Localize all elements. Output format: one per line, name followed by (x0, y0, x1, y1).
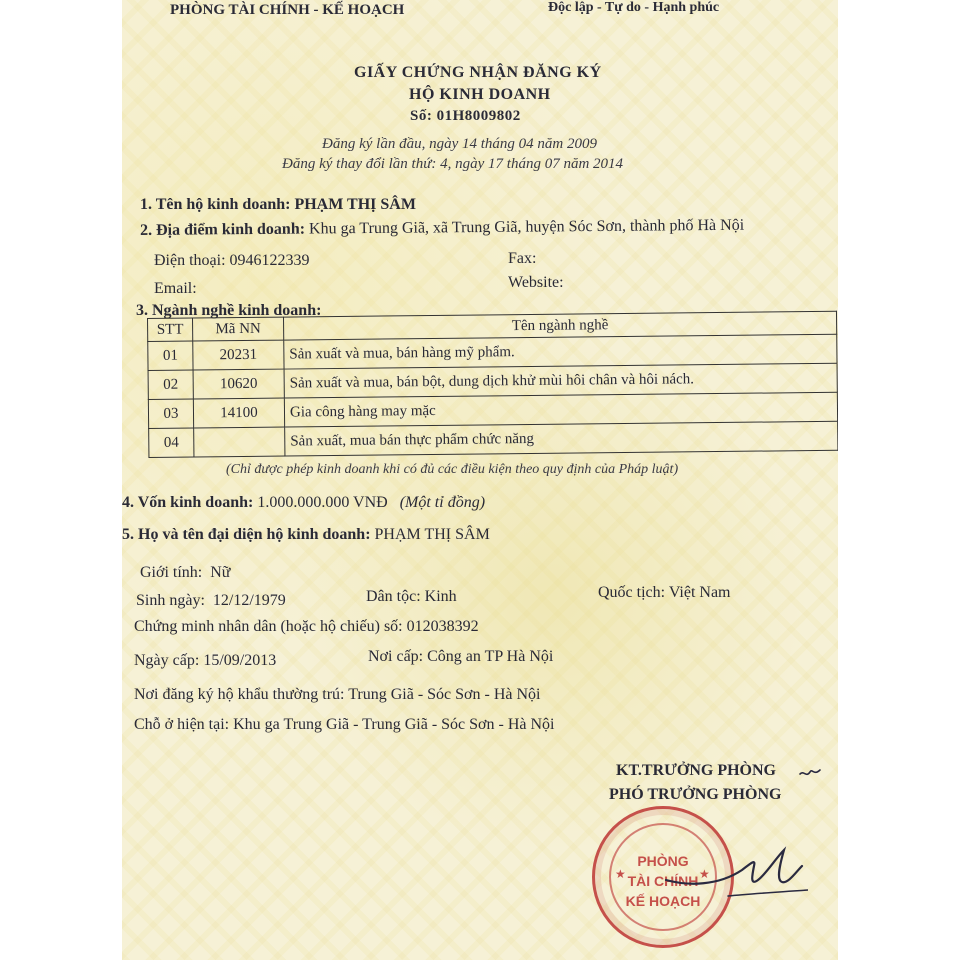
business-location-value: Khu ga Trung Giã, xã Trung Giã, huyện Sóc Sơn, thành phố Hà Nội (308, 216, 745, 238)
stamp-text-line1: PHÒNG (637, 853, 689, 869)
stamp-text-line3: KẾ HOẠCH (625, 893, 701, 909)
motto-header: Độc lập - Tự do - Hạnh phúc (548, 0, 720, 15)
doc-title-line2: HỘ KINH DOANH (409, 86, 551, 103)
right-margin (838, 0, 960, 960)
changed-registration: Đăng ký thay đổi lần thứ: 4, ngày 17 tháng 07 năm 2014 (282, 156, 624, 172)
id-value: 012038392 (406, 618, 479, 635)
business-name-value: PHẠM THỊ SÂM (294, 196, 416, 213)
representative-value: PHẠM THỊ SÂM (374, 526, 490, 543)
current-address-label: Chỗ ở hiện tại: (134, 716, 230, 733)
row-name: Sản xuất, mua bán thực phẩm chức năng (285, 421, 838, 456)
representative-label: 5. Họ và tên đại diện hộ kinh doanh: (122, 526, 371, 543)
email-label: Email: (154, 280, 197, 297)
id-label: Chứng minh nhân dân (hoặc hộ chiếu) số: (134, 618, 403, 635)
stamp-star-icon: ★ (615, 867, 626, 881)
gender-label: Giới tính: (140, 564, 203, 581)
table-row (149, 421, 838, 457)
stamp-text-line2: TÀI CHÍNH (627, 873, 699, 889)
capital-label: 4. Vốn kinh doanh: (122, 494, 254, 511)
doc-title-line1: GIẤY CHỨNG NHẬN ĐĂNG KÝ (354, 64, 602, 81)
phone-value: 0946122339 (229, 252, 310, 269)
column-header-stt: STT (148, 318, 193, 341)
nationality-label: Quốc tịch: (598, 584, 666, 601)
current-address-value: Khu ga Trung Giã - Trung Giã - Sóc Sơn - Hà Nội (233, 716, 555, 733)
row-stt: 01 (148, 341, 193, 370)
issue-date-value: 15/09/2013 (203, 652, 277, 669)
doc-number: Số: 01H8009802 (410, 108, 521, 124)
dob-value: 12/12/1979 (212, 592, 286, 609)
capital-in-words: (Một tỉ đồng) (399, 494, 486, 511)
business-location-label: 2. Địa điểm kinh doanh: (140, 220, 306, 239)
phone-label: Điện thoại: (154, 252, 226, 269)
row-code (194, 427, 285, 457)
handwritten-signature (658, 836, 808, 916)
business-lines-table (147, 311, 838, 458)
business-lines-label: 3. Ngành nghề kinh doanh: (136, 302, 322, 319)
signature-title-line1: KT.TRƯỞNG PHÒNG (616, 762, 776, 779)
capital-value: 1.000.000.000 VNĐ (257, 494, 388, 511)
initials-mark (798, 760, 822, 784)
left-margin (0, 0, 122, 960)
residence-label: Nơi đăng ký hộ khẩu thường trú: (134, 686, 345, 703)
column-header-ma-nn: Mã NN (193, 317, 284, 341)
row-name: Sản xuất và mua, bán hàng mỹ phẩm. (284, 334, 837, 369)
signature-title-line2: PHÓ TRƯỞNG PHÒNG (609, 786, 782, 803)
website-label: Website: (508, 274, 564, 291)
row-name: Sản xuất và mua, bán bột, dung dịch khử mùi hôi chân và hôi nách. (284, 363, 837, 398)
residence-value: Trung Giã - Sóc Sơn - Hà Nội (348, 686, 541, 703)
issue-place-label: Nơi cấp: (368, 648, 424, 665)
fax-label: Fax: (508, 250, 537, 267)
ethnic-label: Dân tộc: (366, 588, 421, 605)
issue-date-label: Ngày cấp: (134, 652, 200, 669)
row-stt: 02 (148, 370, 193, 399)
row-name: Gia công hàng may mặc (284, 392, 837, 427)
business-name-label: 1. Tên hộ kinh doanh: (140, 196, 291, 213)
dob-label: Sinh ngày: (136, 592, 205, 609)
first-registration: Đăng ký lần đầu, ngày 14 tháng 04 năm 2009 (322, 136, 597, 152)
stamp-star-icon: ★ (699, 867, 710, 881)
row-stt: 04 (149, 428, 194, 457)
agency-header: PHÒNG TÀI CHÍNH - KẾ HOẠCH (170, 2, 405, 18)
row-code: 10620 (193, 369, 284, 399)
nationality-value: Việt Nam (668, 584, 731, 601)
row-code: 14100 (193, 398, 284, 428)
gender-value: Nữ (210, 564, 231, 581)
issue-place-value: Công an TP Hà Nội (427, 648, 554, 665)
column-header-ten-nganh-nghe: Tên ngành nghề (283, 311, 836, 340)
ethnic-value: Kinh (424, 588, 457, 605)
row-stt: 03 (148, 399, 193, 428)
certificate-document (122, 0, 838, 960)
row-code: 20231 (193, 340, 284, 370)
legal-note: (Chỉ được phép kinh doanh khi có đủ các điều kiện theo quy định của Pháp luật) (226, 462, 679, 477)
